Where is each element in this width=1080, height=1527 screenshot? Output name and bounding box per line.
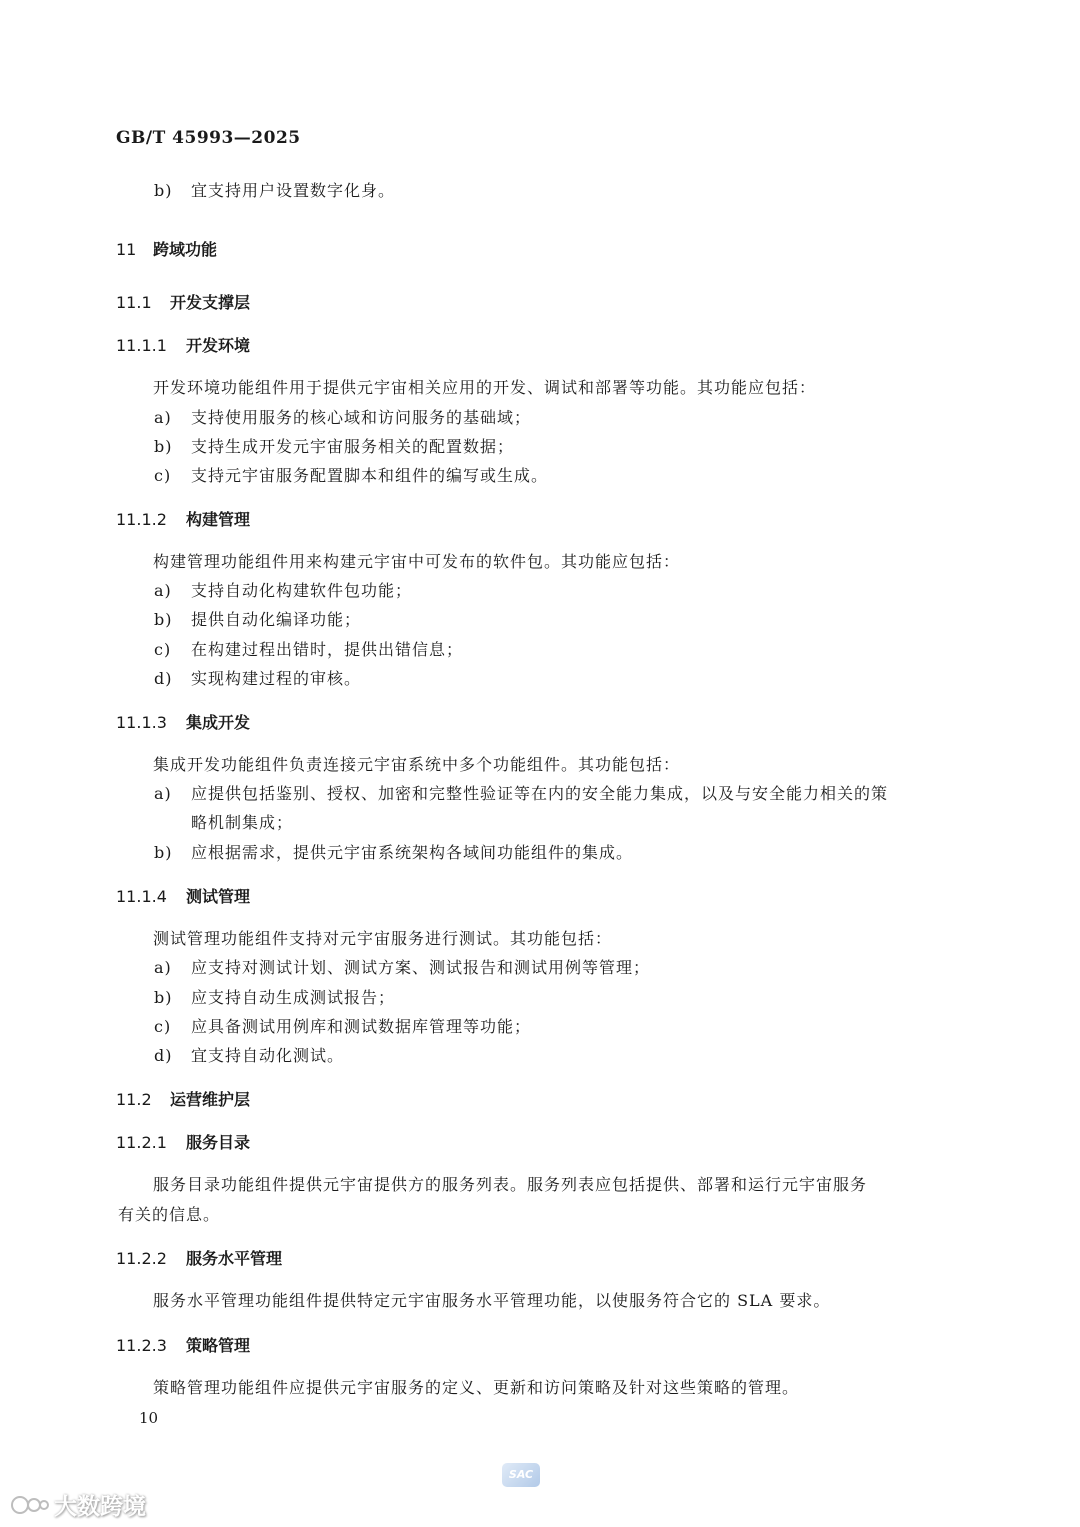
list-item	[154, 1014, 531, 1037]
list-item-label: a)	[154, 408, 172, 427]
list-item-label: c)	[154, 466, 172, 485]
watermark-text: 大数跨境	[54, 1494, 146, 1520]
list-item-label: b)	[154, 988, 173, 1007]
page-number: 10	[139, 1409, 159, 1427]
list-item-label: b)	[154, 843, 173, 862]
list-item-label: c)	[154, 640, 172, 659]
paragraph: 构建管理功能组件用来构建元宇宙中可发布的软件包。其功能应包括：	[153, 552, 681, 571]
list-item-text: 宜支持用户设置数字化身。	[191, 181, 396, 200]
list-item-text: 应支持自动生成测试报告；	[191, 988, 396, 1007]
section-number: 11	[116, 240, 137, 259]
section-title: 服务水平管理	[186, 1249, 283, 1268]
list-item-text: 在构建过程出错时，提供出错信息；	[191, 640, 464, 659]
section-number: 11.2.2	[116, 1249, 167, 1268]
list-item	[154, 578, 412, 601]
list-item	[154, 985, 395, 1008]
list-item-text: 应支持对测试计划、测试方案、测试报告和测试用例等管理；	[191, 958, 651, 977]
list-item-text: 提供自动化编译功能；	[191, 610, 362, 629]
section-number: 11.1.2	[116, 510, 167, 529]
list-item-label: c)	[154, 1017, 172, 1036]
paragraph: 测试管理功能组件支持对元宇宙服务进行测试。其功能包括：	[153, 929, 613, 948]
section-heading	[116, 710, 250, 733]
section-title: 开发环境	[186, 336, 251, 355]
section-heading	[116, 884, 250, 907]
paragraph: 策略管理功能组件应提供元宇宙服务的定义、更新和访问策略及针对这些策略的管理。	[153, 1378, 800, 1397]
section-title: 策略管理	[186, 1336, 251, 1355]
section-heading	[116, 1087, 250, 1110]
list-item-text: 应具备测试用例库和测试数据库管理等功能；	[191, 1017, 532, 1036]
list-item	[154, 178, 395, 201]
section-number: 11.1.3	[116, 713, 167, 732]
section-heading	[116, 237, 217, 260]
section-title: 运营维护层	[170, 1090, 251, 1109]
list-item-text: 宜支持自动化测试。	[191, 1046, 345, 1065]
section-heading	[116, 507, 250, 530]
list-item-text: 支持元宇宙服务配置脚本和组件的编写或生成。	[191, 466, 549, 485]
watermark-logo-icon	[10, 1493, 50, 1517]
list-item-text: 支持自动化构建软件包功能；	[191, 581, 413, 600]
section-heading	[116, 1246, 282, 1269]
list-item	[154, 955, 650, 978]
section-heading	[116, 333, 250, 356]
section-heading	[116, 1333, 250, 1356]
section-number: 11.2.1	[116, 1133, 167, 1152]
list-item-text: 实现构建过程的审核。	[191, 669, 362, 688]
watermark	[10, 1488, 146, 1521]
paragraph: 服务水平管理功能组件提供特定元宇宙服务水平管理功能，以使服务符合它的 SLA 要求。	[153, 1291, 831, 1310]
section-title: 构建管理	[186, 510, 251, 529]
list-item	[154, 463, 548, 486]
section-title: 开发支撑层	[170, 293, 251, 312]
list-item-label: b)	[154, 437, 173, 456]
list-item-text: 应根据需求，提供元宇宙系统架构各域间功能组件的集成。	[191, 843, 634, 862]
section-number: 11.2.3	[116, 1336, 167, 1355]
section-number: 11.1.4	[116, 887, 167, 906]
section-number: 11.1	[116, 293, 152, 312]
list-item-label: b)	[154, 610, 173, 629]
section-title: 集成开发	[186, 713, 251, 732]
list-item-label: a)	[154, 581, 172, 600]
paragraph: 服务目录功能组件提供元宇宙提供方的服务列表。服务列表应包括提供、部署和运行元宇宙服务	[153, 1175, 868, 1194]
paragraph-continuation: 略机制集成；	[191, 813, 294, 832]
list-item	[154, 607, 361, 630]
section-title: 服务目录	[186, 1133, 251, 1152]
list-item	[154, 405, 531, 428]
section-heading	[116, 1130, 250, 1153]
list-item-label: a)	[154, 958, 172, 977]
paragraph: 开发环境功能组件用于提供元宇宙相关应用的开发、调试和部署等功能。其功能应包括：	[153, 378, 817, 397]
list-item	[154, 666, 361, 689]
sac-logo-icon: SAC	[502, 1463, 540, 1487]
list-item-label: d)	[154, 1046, 173, 1065]
list-item	[154, 637, 463, 660]
list-item	[154, 840, 633, 863]
list-item	[154, 781, 888, 804]
list-item	[154, 434, 514, 457]
section-heading	[116, 290, 250, 313]
section-number: 11.2	[116, 1090, 152, 1109]
list-item-label: a)	[154, 784, 172, 803]
document-id: GB/T 45993—2025	[116, 128, 301, 148]
list-item-text: 支持使用服务的核心域和访问服务的基础域；	[191, 408, 532, 427]
list-item-text: 应提供包括鉴别、授权、加密和完整性验证等在内的安全能力集成，以及与安全能力相关的策	[191, 784, 889, 803]
list-item-label: d)	[154, 669, 173, 688]
section-title: 跨域功能	[153, 240, 218, 259]
section-number: 11.1.1	[116, 336, 167, 355]
section-title: 测试管理	[186, 887, 251, 906]
list-item-text: 支持生成开发元宇宙服务相关的配置数据；	[191, 437, 515, 456]
list-item	[154, 1043, 344, 1066]
paragraph-continuation: 有关的信息。	[118, 1205, 221, 1224]
list-item-label: b)	[154, 181, 173, 200]
paragraph: 集成开发功能组件负责连接元宇宙系统中多个功能组件。其功能包括：	[153, 755, 681, 774]
